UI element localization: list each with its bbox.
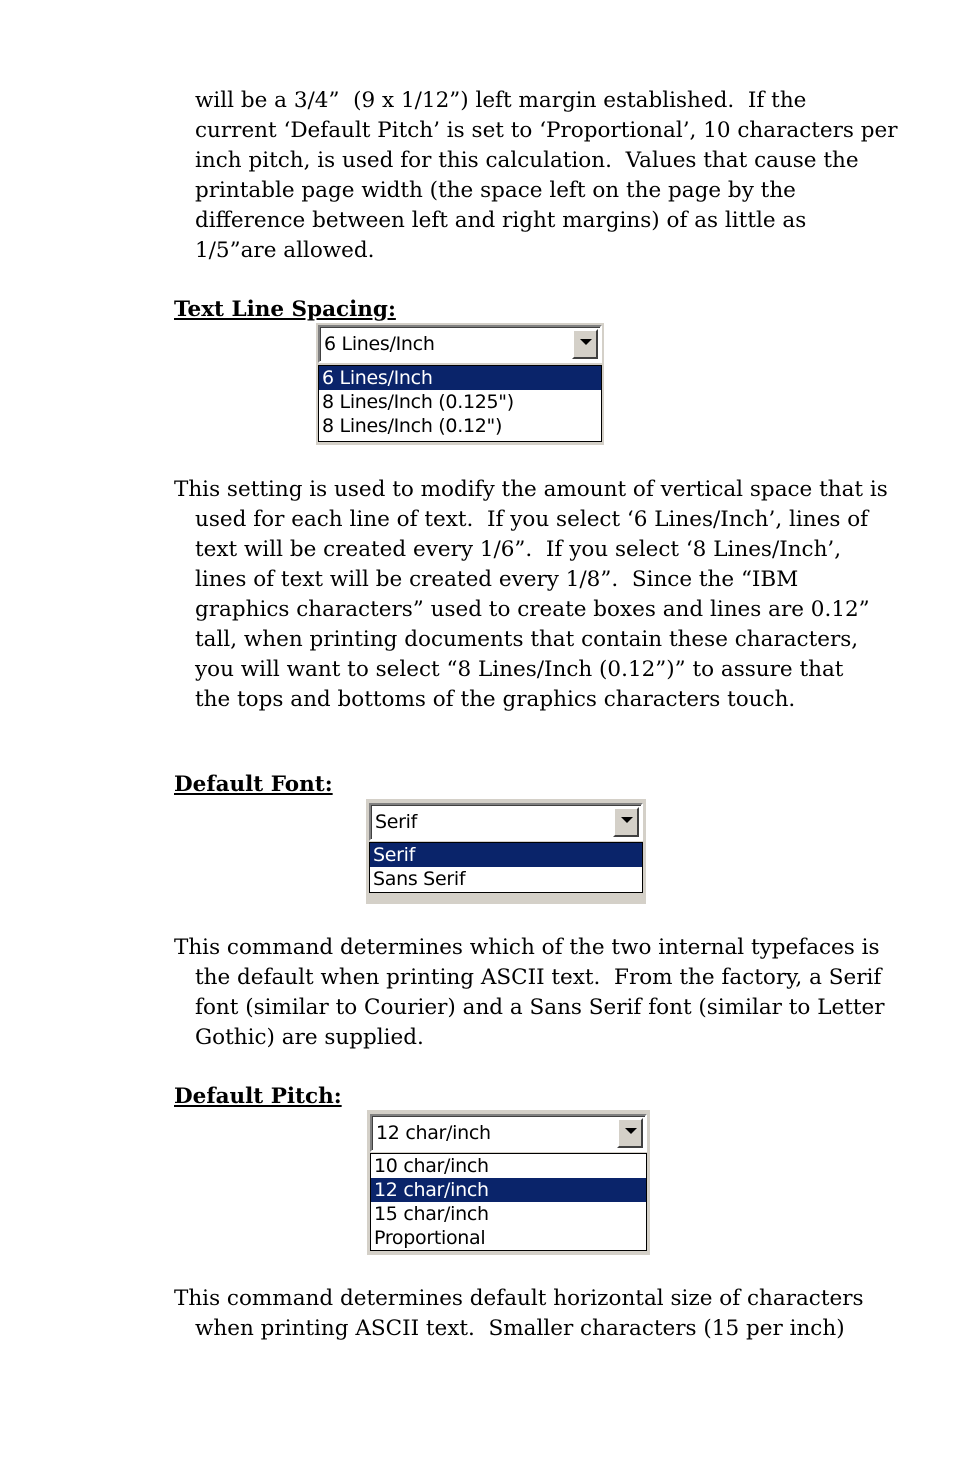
font-select[interactable] (369, 803, 643, 841)
description-line: This command determines which of the two internal typefaces is (174, 935, 880, 960)
pitch-description (174, 1284, 874, 1344)
line-spacing-description (174, 475, 888, 715)
pitch-value: 12 char/inch (376, 1122, 491, 1144)
description-line: the tops and bottoms of the graphics characters touch. (195, 687, 796, 712)
pitch-option[interactable]: 10 char/inch (374, 1155, 489, 1177)
intro-line: 1/5”are allowed. (195, 238, 375, 263)
pitch-select[interactable] (370, 1114, 647, 1152)
intro-line: inch pitch, is used for this calculation. Values that cause the (195, 148, 859, 173)
pitch-option[interactable]: 15 char/inch (374, 1203, 489, 1225)
line-spacing-options-list (318, 365, 602, 442)
description-line: the default when printing ASCII text. From the factory, a Serif (195, 965, 882, 990)
heading-text-line-spacing: Text Line Spacing: (174, 297, 396, 322)
font-value: Serif (375, 811, 418, 833)
chevron-down-icon (580, 339, 592, 345)
description-line: lines of text will be created every 1/8”. Since the “IBM (195, 567, 799, 592)
font-dropdown-button[interactable] (613, 807, 639, 837)
line-spacing-option[interactable]: 8 Lines/Inch (0.12") (322, 415, 503, 437)
heading-default-font: Default Font: (174, 772, 333, 797)
description-line: This setting is used to modify the amount of vertical space that is (174, 477, 888, 502)
pitch-combo (367, 1110, 650, 1255)
description-line: text will be created every 1/6”. If you select ‘8 Lines/Inch’, (195, 537, 842, 562)
font-option[interactable]: Sans Serif (373, 868, 466, 890)
description-line: when printing ASCII text. Smaller characters (15 per inch) (195, 1316, 845, 1341)
description-line: you will want to select “8 Lines/Inch (0.12”)” to assure that (195, 657, 844, 682)
line-spacing-dropdown-button[interactable] (572, 329, 598, 359)
font-combo (366, 799, 646, 904)
line-spacing-combo (316, 323, 604, 445)
description-line: tall, when printing documents that contain these characters, (195, 627, 859, 652)
chevron-down-icon (621, 817, 633, 823)
pitch-options-list (370, 1153, 647, 1251)
intro-line: current ‘Default Pitch’ is set to ‘Proportional’, 10 characters per (195, 118, 898, 143)
intro-line: difference between left and right margins) of as little as (195, 208, 807, 233)
line-spacing-value: 6 Lines/Inch (324, 333, 435, 355)
description-line: Gothic) are supplied. (195, 1025, 424, 1050)
pitch-option[interactable]: 12 char/inch (371, 1178, 646, 1202)
chevron-down-icon (625, 1128, 637, 1134)
pitch-option[interactable]: Proportional (374, 1227, 486, 1249)
font-option[interactable]: Serif (370, 843, 642, 867)
intro-line: will be a 3/4” (9 x 1/12”) left margin established. If the (195, 88, 807, 113)
intro-line: printable page width (the space left on the page by the (195, 178, 796, 203)
line-spacing-option[interactable]: 6 Lines/Inch (319, 366, 601, 390)
description-line: font (similar to Courier) and a Sans Serif font (similar to Letter (195, 995, 885, 1020)
description-line: graphics characters” used to create boxes and lines are 0.12” (195, 597, 870, 622)
pitch-dropdown-button[interactable] (617, 1118, 643, 1148)
intro-paragraph (174, 86, 898, 266)
line-spacing-option[interactable]: 8 Lines/Inch (0.125") (322, 391, 514, 413)
heading-default-pitch: Default Pitch: (174, 1084, 342, 1109)
font-description (174, 933, 885, 1053)
description-line: used for each line of text. If you select ‘6 Lines/Inch’, lines of (195, 507, 869, 532)
line-spacing-select[interactable] (318, 325, 602, 363)
description-line: This command determines default horizontal size of characters (174, 1286, 864, 1311)
font-options-list (369, 842, 643, 893)
